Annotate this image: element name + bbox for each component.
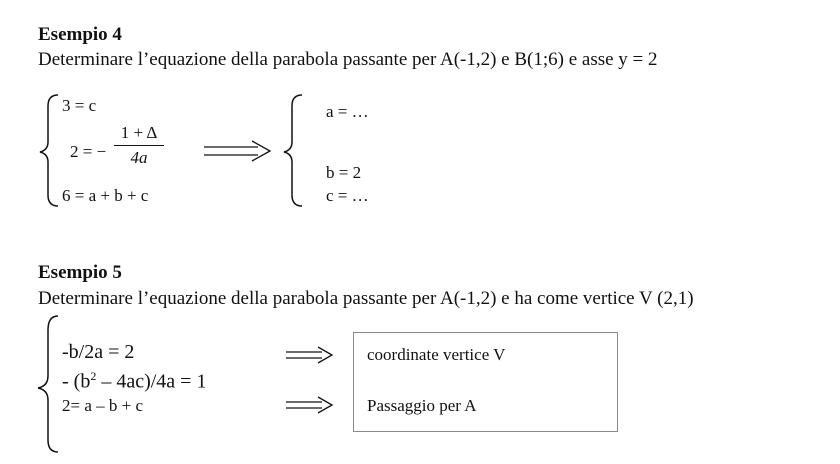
right-system-eq2: b = 2 [326, 163, 362, 182]
arrow-2-icon [286, 397, 332, 413]
left-system-eq1: 3 = c [62, 96, 97, 115]
left-system-eq3: 6 = a + b + c [62, 186, 149, 205]
left-system-brace [40, 95, 58, 206]
fraction-denominator: 4a [130, 148, 148, 168]
left-system-eq2-fraction [114, 123, 164, 168]
implication-arrow-icon [204, 141, 270, 161]
right-system-eq3: c = … [326, 186, 369, 205]
example-5-prompt: Determinare l’equazione della parabola passante per A(-1,2) e ha come vertice V (2,1) [38, 288, 694, 309]
system-eq1: -b/2a = 2 [62, 341, 135, 363]
fraction-bar [114, 145, 164, 146]
eq2-suffix: – 4ac)/4a = 1 [96, 370, 207, 393]
system-eq2 [62, 369, 206, 394]
note-vertex-coordinates: coordinate vertice V [367, 345, 506, 364]
example-4-heading: Esempio 4 [38, 24, 122, 45]
eq2-exponent: 2 [90, 369, 97, 383]
system-brace [38, 316, 58, 452]
right-system-eq1: a = … [326, 102, 369, 121]
note-passes-through-a: Passaggio per A [367, 396, 477, 415]
left-system-eq2-lhs: 2 = − [70, 142, 107, 161]
right-system-brace [284, 95, 302, 206]
arrow-1-icon [286, 347, 332, 363]
eq2-prefix: - (b [62, 370, 91, 393]
example-5-heading: Esempio 5 [38, 262, 122, 283]
example-4-prompt: Determinare l’equazione della parabola passante per A(-1,2) e B(1;6) e asse y = 2 [38, 49, 658, 70]
fraction-numerator: 1 + Δ [120, 123, 158, 142]
system-eq3: 2= a – b + c [62, 396, 144, 415]
